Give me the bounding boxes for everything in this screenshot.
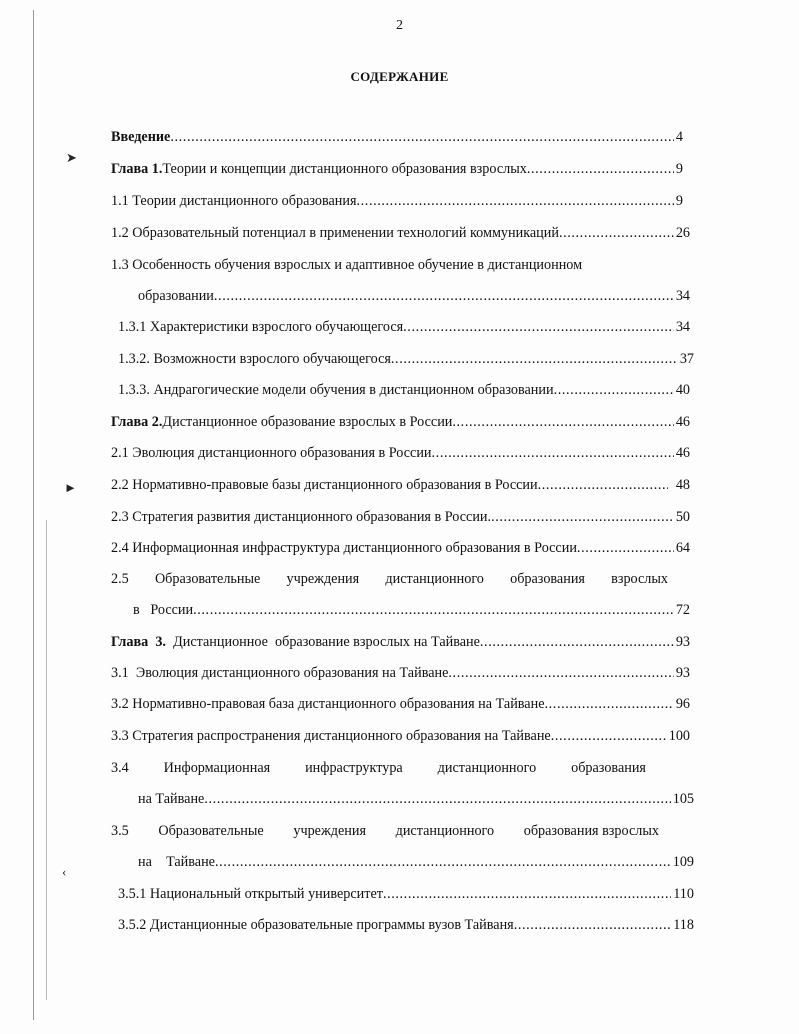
dot-leader <box>357 192 674 210</box>
toc-entry-2-5 <box>111 570 668 588</box>
toc-entry-1-3-cont <box>138 287 690 305</box>
toc-word: дистанционного <box>385 571 484 587</box>
toc-label: 2.1 Эволюция дистанционного образования в России <box>111 445 432 461</box>
arrow-mark-icon: ► <box>64 480 77 495</box>
toc-word: учреждения <box>293 823 366 839</box>
toc-page: 109 <box>672 854 694 870</box>
toc-page: 100 <box>668 728 690 744</box>
dot-leader <box>480 633 674 651</box>
toc-label: 3.3 Стратегия распространения дистанционного образования на Тайване <box>111 728 551 744</box>
toc-chapter-label: Глава 2. <box>111 414 163 430</box>
toc-entry-chapter-2 <box>111 413 690 431</box>
toc-page: 46 <box>675 445 690 461</box>
toc-entry-1-3 <box>111 256 582 274</box>
toc-page: 34 <box>675 288 690 304</box>
toc-label: 2.2 Нормативно-правовые базы дистанционного образования в России <box>111 477 538 493</box>
dot-leader <box>554 381 674 399</box>
toc-entry-3-1 <box>111 664 690 682</box>
toc-page: 105 <box>672 791 694 807</box>
toc-entry-1-2 <box>111 224 690 242</box>
toc-word: 3.4 <box>111 760 129 776</box>
toc-entry-chapter-3 <box>111 633 690 651</box>
toc-label: Введение <box>111 129 171 145</box>
toc-page: 64 <box>675 540 690 556</box>
toc-page: 4 <box>675 129 683 145</box>
toc-entry-1-1 <box>111 192 683 210</box>
toc-word: инфраструктура <box>305 760 403 776</box>
toc-word: учреждения <box>286 571 360 587</box>
pointer-mark-icon: ➤ <box>66 150 77 165</box>
toc-entry-3-2 <box>111 695 690 713</box>
toc-page: 96 <box>675 696 690 712</box>
toc-entry-3-5-cont <box>138 853 694 871</box>
dot-leader <box>448 664 673 682</box>
toc-label: 1.1 Теории дистанционного образования <box>111 193 357 209</box>
dot-leader <box>559 224 674 242</box>
toc-word: образования <box>510 571 585 587</box>
toc-label: 3.1 Эволюция дистанционного образования на Тайване <box>111 665 449 681</box>
dot-leader <box>204 790 670 808</box>
toc-page: 9 <box>675 193 683 209</box>
toc-page: 48 <box>675 477 690 493</box>
dot-leader <box>514 916 672 934</box>
toc-page: 118 <box>673 917 694 933</box>
toc-label: 3.5.1 Национальный открытый университет <box>118 886 383 902</box>
toc-label: образовании <box>138 288 214 304</box>
dot-leader <box>545 695 674 713</box>
toc-chapter-label: Глава 3. <box>111 634 166 650</box>
page-title: СОДЕРЖАНИЕ <box>350 69 449 84</box>
toc-word: образования <box>571 760 646 776</box>
toc-entry-2-1 <box>111 444 690 462</box>
toc-label: 3.2 Нормативно-правовая база дистанционного образования на Тайване <box>111 696 545 712</box>
toc-entry-2-5-cont <box>133 601 690 619</box>
toc-entry-2-2 <box>111 476 690 494</box>
toc-label: 2.3 Стратегия развития дистанционного образования в России. <box>111 509 492 525</box>
dot-leader <box>170 128 674 146</box>
toc-word: Образовательные <box>154 571 261 587</box>
toc-word: образования взрослых <box>523 823 659 839</box>
toc-page: 50 <box>675 509 690 525</box>
scan-margin-line <box>33 10 34 1020</box>
toc-label: Теории и концепции дистанционного образования взрослых <box>162 161 527 177</box>
toc-entry-2-4 <box>111 539 690 557</box>
toc-entry-2-3 <box>111 508 690 526</box>
toc-label: на Тайване <box>138 854 215 870</box>
toc-entry-1-3-2 <box>118 350 694 368</box>
toc-word: дистанционного <box>437 760 537 776</box>
toc-word: Информационная <box>163 760 271 776</box>
dot-leader <box>452 413 673 431</box>
toc-entry-3-3 <box>111 727 690 745</box>
toc-entry-3-4-cont <box>138 790 694 808</box>
toc-word: 2.5 <box>111 571 129 587</box>
toc-page: 9 <box>675 161 683 177</box>
toc-label: 1.3.3. Андрагогические модели обучения в дистанционном образовании <box>118 382 554 398</box>
toc-page: 93 <box>675 634 690 650</box>
dot-leader <box>432 444 674 462</box>
scan-margin-line-faint <box>46 520 47 1000</box>
toc-entry-3-5 <box>111 822 659 840</box>
dot-leader <box>491 508 674 526</box>
toc-label: 1.3 Особенность обучения взрослых и адаптивное обучение в дистанционном <box>111 257 583 273</box>
page-number: 2 <box>396 18 403 33</box>
dot-leader <box>551 727 667 745</box>
toc-page: 34 <box>675 319 690 335</box>
toc-word: Образовательные <box>158 823 264 839</box>
toc-page: 46 <box>675 414 690 430</box>
toc-label: 3.5.2 Дистанционные образовательные программы вузов Тайваня <box>118 917 514 933</box>
toc-page: 93 <box>675 665 690 681</box>
toc-word: взрослых <box>611 571 668 587</box>
toc-label: Дистанционное образование взрослых на Тайване <box>165 634 480 650</box>
dot-leader <box>215 853 671 871</box>
dot-leader <box>527 160 674 178</box>
toc-entry-3-5-2 <box>118 916 694 934</box>
toc-label: 2.4 Информационная инфраструктура дистанционного образования в России <box>111 540 577 556</box>
dot-leader <box>577 539 674 557</box>
toc-entry-1-3-3 <box>118 381 690 399</box>
toc-label: 1.3.1 Характеристики взрослого обучающегося <box>118 319 404 335</box>
dot-leader <box>383 885 671 903</box>
toc-chapter-label: Глава 1. <box>111 161 163 177</box>
dot-leader <box>538 476 668 494</box>
toc-entry-3-4 <box>111 759 646 777</box>
toc-entry-3-5-1 <box>118 885 694 903</box>
toc-entry-1-3-1 <box>118 318 690 336</box>
toc-page: 72 <box>675 602 690 618</box>
toc-page: 40 <box>675 382 690 398</box>
toc-entry-introduction <box>111 128 683 146</box>
toc-label: в России <box>133 602 194 618</box>
toc-page: 26 <box>675 225 690 241</box>
toc-label: на Тайване <box>138 791 205 807</box>
dot-leader <box>391 350 678 368</box>
toc-label: 1.3.2. Возможности взрослого обучающегося <box>118 351 391 367</box>
dot-leader <box>403 318 674 336</box>
toc-word: 3.5 <box>111 823 129 839</box>
toc-word: дистанционного <box>395 823 495 839</box>
toc-entry-chapter-1 <box>111 160 683 178</box>
dot-leader <box>193 601 674 619</box>
toc-label: Дистанционное образование взрослых в России <box>162 414 453 430</box>
dot-leader <box>214 287 674 305</box>
pointer-mark-icon-2: ‹ <box>62 864 67 879</box>
toc-page: 37 <box>679 351 694 367</box>
toc-label: 1.2 Образовательный потенциал в применении технологий коммуникаций <box>111 225 559 241</box>
toc-page: 110 <box>673 886 694 902</box>
